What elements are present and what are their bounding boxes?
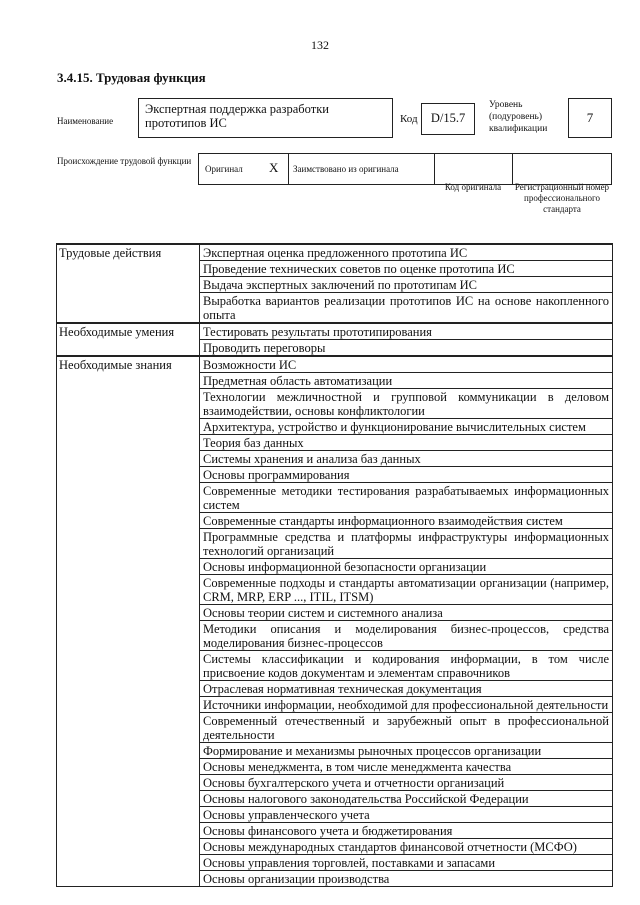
table-row [57,323,613,340]
code-caption: Код оригинала [444,182,502,192]
item-cell: Основы финансового учета и бюджетирования [200,823,613,839]
name-value: Экспертная поддержка разработки прототипов ИС [145,102,329,130]
item-cell: Выработка вариантов реализации прототипов ИС на основе накопленного опыта [200,293,613,324]
item-cell: Технологии межличностной и групповой коммуникации в деловом взаимодействии, основы конфликтологии [200,389,613,419]
item-cell: Системы классификации и кодирования информации, в том числе присвоение кодов документам и элементам справочников [200,651,613,681]
item-cell: Основы менеджмента, в том числе менеджмента качества [200,759,613,775]
original-mark: X [269,160,279,175]
item-cell: Отраслевая нормативная техническая документация [200,681,613,697]
item-cell: Экспертная оценка предложенного прототипа ИС [200,244,613,261]
item-cell: Выдача экспертных заключений по прототипам ИС [200,277,613,293]
item-cell: Проводить переговоры [200,340,613,357]
table-row [57,244,613,261]
item-cell: Основы налогового законодательства Российской Федерации [200,791,613,807]
item-cell: Основы теории систем и системного анализа [200,605,613,621]
category-cell: Необходимые знания [57,356,200,887]
item-cell: Современный отечественный и зарубежный опыт в профессиональной деятельности [200,713,613,743]
item-cell: Основы управленческого учета [200,807,613,823]
item-cell: Формирование и механизмы рыночных процессов организации [200,743,613,759]
item-cell: Системы хранения и анализа баз данных [200,451,613,467]
level-value: 7 [586,110,594,125]
level-value-box [568,98,612,138]
name-label: Наименование [57,116,114,126]
item-cell: Предметная область автоматизации [200,373,613,389]
item-cell: Проведение технических советов по оценке прототипа ИС [200,261,613,277]
item-cell: Теория баз данных [200,435,613,451]
original-label: Оригинал [205,164,243,174]
origin-original-cell [198,154,288,184]
category-cell: Необходимые умения [57,323,200,356]
origin-borrowed-cell [288,154,434,184]
item-cell: Программные средства и платформы инфраструктуры информационных технологий организаций [200,529,613,559]
code-label: Код [400,113,418,125]
item-cell: Основы международных стандартов финансовой отчетности (МСФО) [200,839,613,855]
table-row [57,356,613,373]
item-cell: Современные подходы и стандарты автоматизации организации (например, CRM, MRP, ERP ..., ITIL, ITSM) [200,575,613,605]
item-cell: Методики описания и моделирования бизнес-процессов, средства моделирования бизнес-процессов [200,621,613,651]
category-cell: Трудовые действия [57,244,200,323]
origin-code-cell [434,154,512,184]
item-cell: Тестировать результаты прототипирования [200,323,613,340]
item-cell: Основы управления торговлей, поставками и запасами [200,855,613,871]
level-label: Уровень (подуровень) квалификации [489,100,548,134]
labor-function-table [56,243,613,887]
item-cell: Основы организации производства [200,871,613,887]
origin-label: Происхождение трудовой функции [57,156,192,166]
page-number: 132 [311,38,329,52]
borrowed-label: Заимствовано из оригинала [293,164,399,174]
origin-row [198,153,612,185]
item-cell: Основы бухгалтерского учета и отчетности организаций [200,775,613,791]
item-cell: Возможности ИС [200,356,613,373]
origin-regnum-cell [512,154,612,184]
item-cell: Основы информационной безопасности организации [200,559,613,575]
item-cell: Основы программирования [200,467,613,483]
section-title: 3.4.15. Трудовая функция [57,70,206,85]
item-cell: Архитектура, устройство и функционирование вычислительных систем [200,419,613,435]
code-value-box [421,103,475,135]
item-cell: Современные методики тестирования разрабатываемых информационных систем [200,483,613,513]
table-body [57,244,613,887]
item-cell: Современные стандарты информационного взаимодействия систем [200,513,613,529]
regnum-caption: Регистрационный номер профессионального стандарта [514,182,610,214]
code-value: D/15.7 [430,111,466,125]
item-cell: Источники информации, необходимой для профессиональной деятельности [200,697,613,713]
name-value-box [138,98,393,138]
